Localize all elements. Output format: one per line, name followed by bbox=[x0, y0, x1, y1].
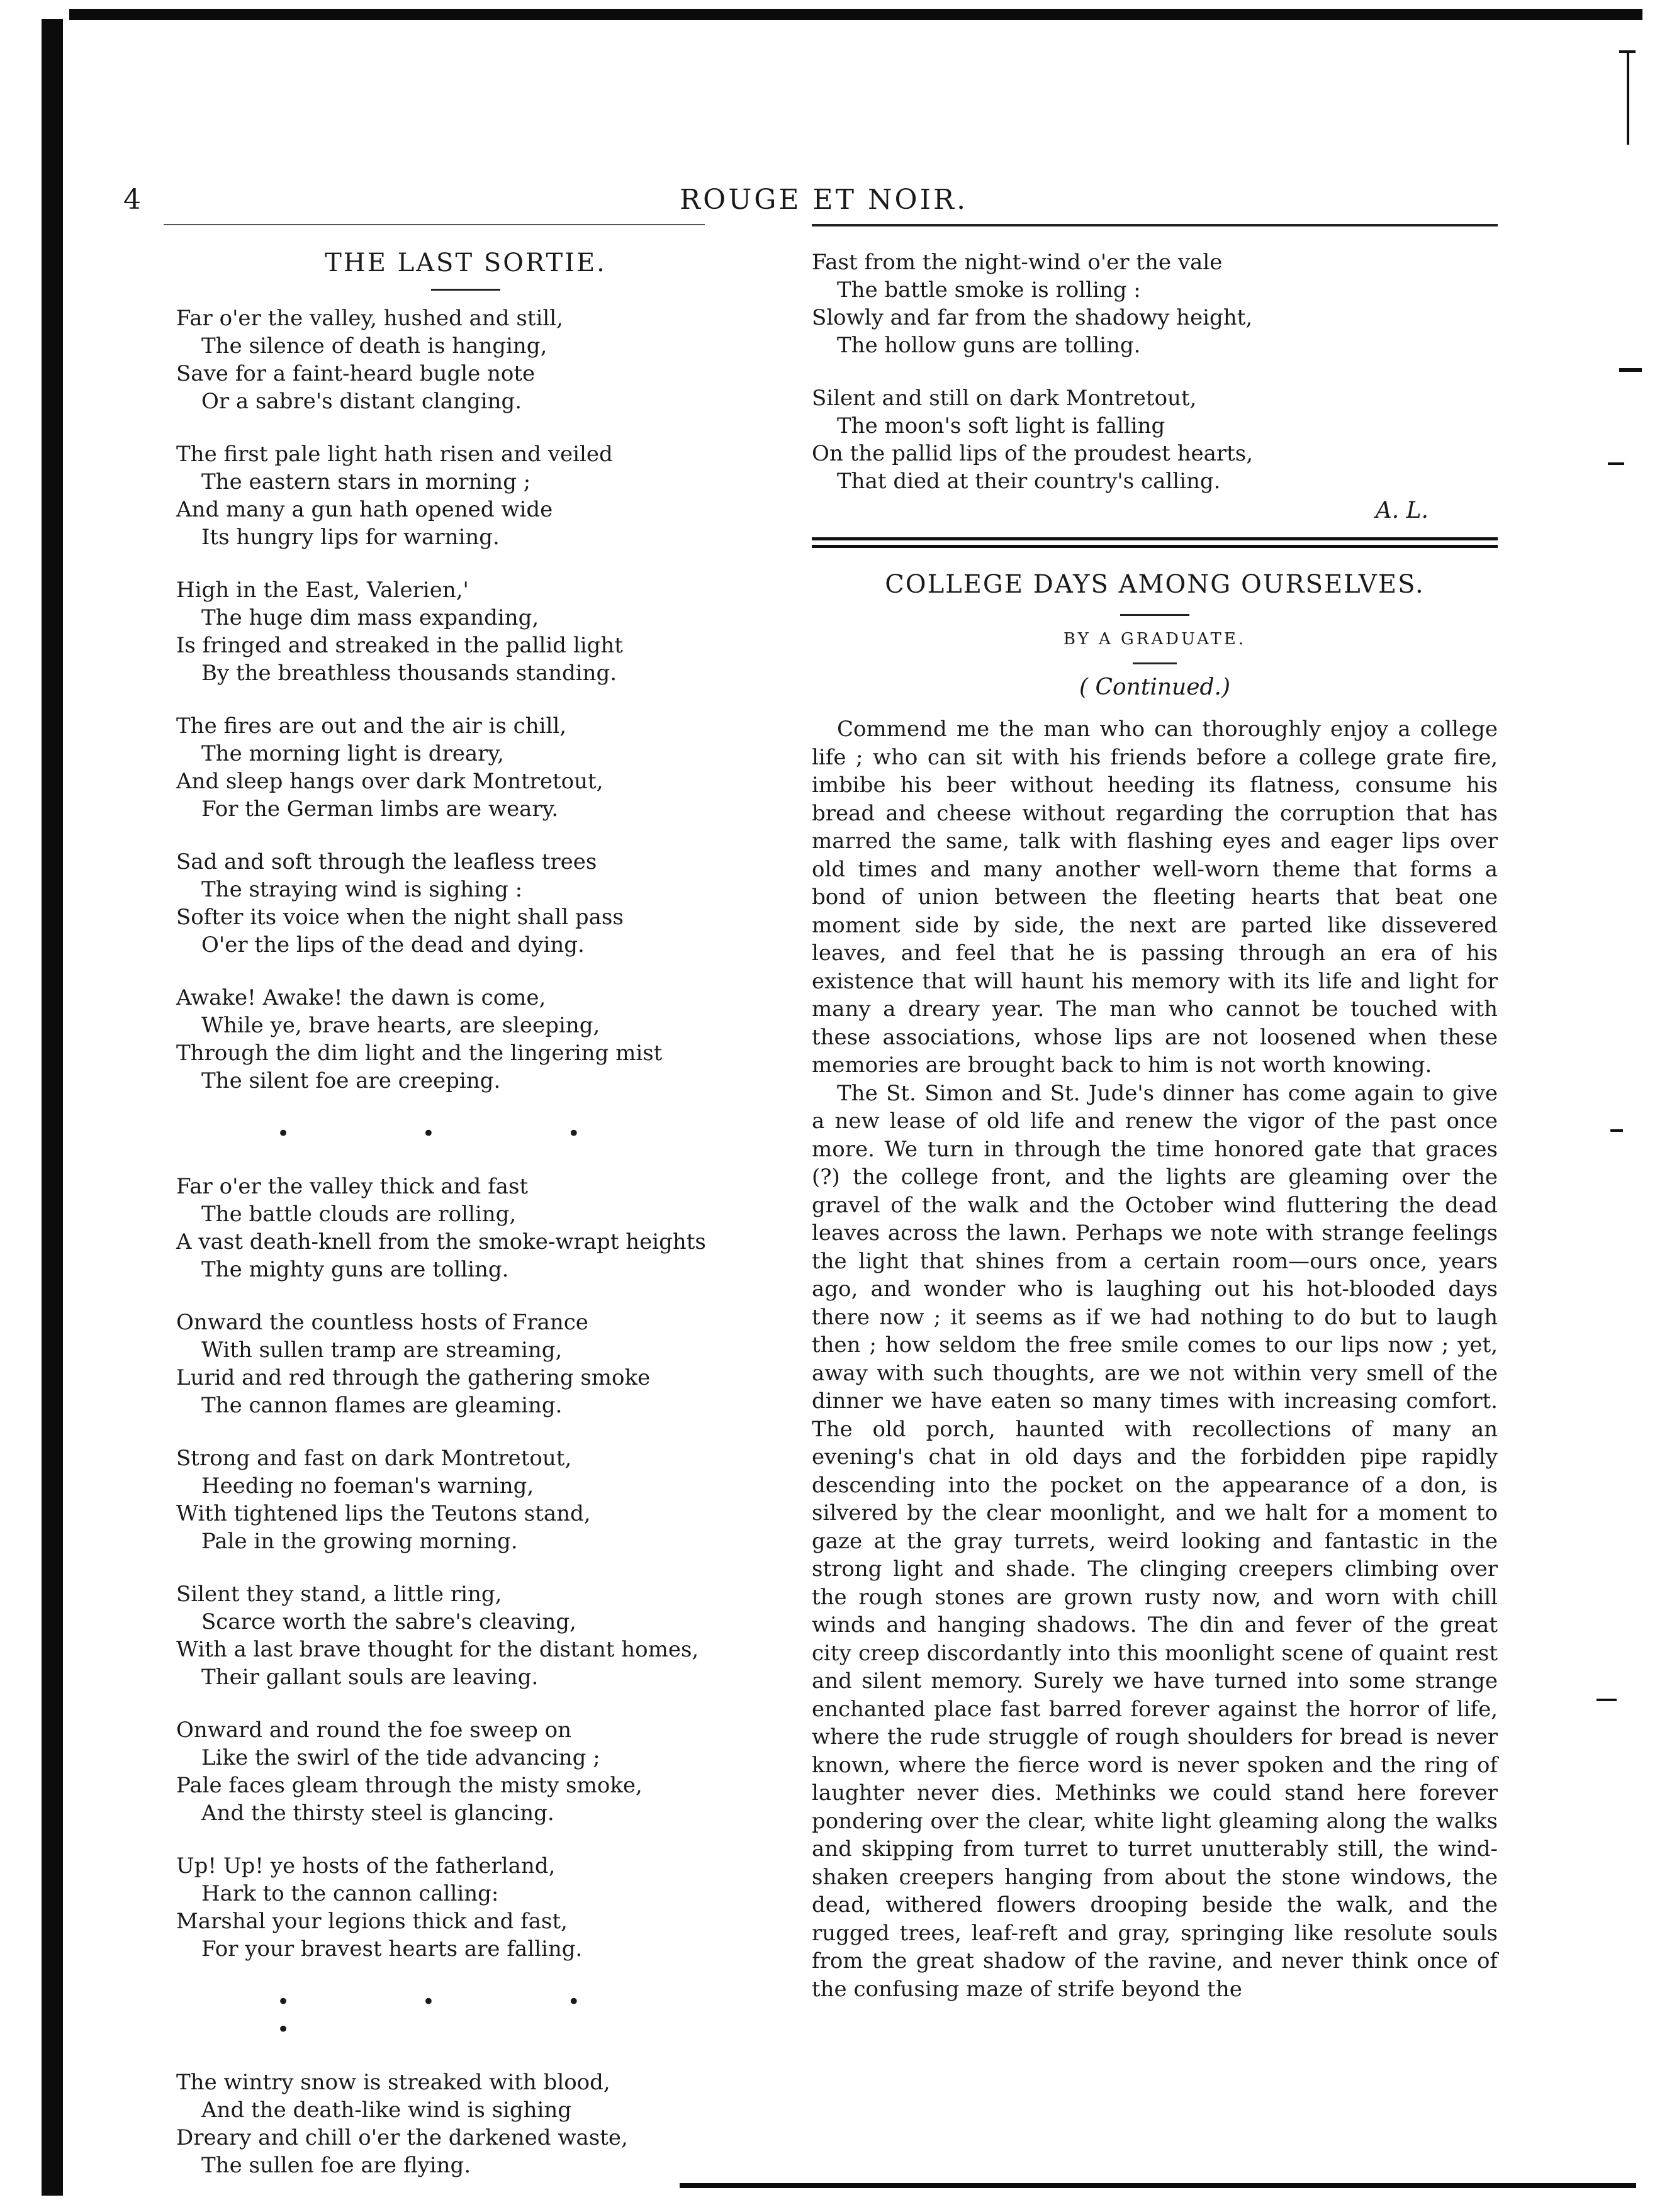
poem-line: Like the swirl of the tide advancing ; bbox=[201, 1745, 600, 1770]
section-break: • • • • bbox=[277, 1989, 643, 2042]
poem-line: Softer its voice when the night shall pass bbox=[176, 905, 624, 930]
article-byline: BY A GRADUATE. bbox=[1063, 630, 1247, 649]
poem-title: THE LAST SORTIE. bbox=[325, 249, 607, 277]
scan-mark bbox=[1608, 462, 1624, 465]
double-rule bbox=[812, 537, 1498, 551]
stanza bbox=[176, 848, 755, 959]
stanza bbox=[176, 1444, 755, 1555]
scan-mark bbox=[1610, 1129, 1623, 1132]
poem-line: Pale faces gleam through the misty smoke, bbox=[176, 1773, 643, 1798]
poem-line: For your bravest hearts are falling. bbox=[201, 1936, 583, 1962]
stanza bbox=[176, 2069, 755, 2179]
poem-line: The straying wind is sighing : bbox=[201, 877, 523, 902]
poem-line: The wintry snow is streaked with blood, bbox=[176, 2070, 610, 2095]
poem-line: The fires are out and the air is chill, bbox=[176, 713, 567, 739]
poem-line: And many a gun hath opened wide bbox=[176, 497, 553, 522]
poem-line: Sad and soft through the leafless trees bbox=[176, 849, 597, 874]
poem-line: The eastern stars in morning ; bbox=[201, 469, 531, 494]
page-border-left bbox=[42, 19, 63, 2196]
title-rule bbox=[1120, 614, 1189, 616]
stanza bbox=[176, 712, 755, 823]
poem-line: Or a sabre's distant clanging. bbox=[201, 389, 522, 414]
page-number: 4 bbox=[123, 184, 141, 216]
page-border-top bbox=[69, 9, 1642, 20]
byline-rule bbox=[1133, 662, 1177, 664]
poem-line: That died at their country's calling. bbox=[837, 469, 1221, 494]
poem-line: Far o'er the valley, hushed and still, bbox=[176, 306, 563, 331]
poem-line: The huge dim mass expanding, bbox=[201, 605, 539, 630]
poem-line: Silent they stand, a little ring, bbox=[176, 1582, 502, 1607]
stanza bbox=[176, 1852, 755, 1963]
poem-line: Slowly and far from the shadowy height, bbox=[812, 305, 1253, 330]
poem-line: And the death-like wind is sighing bbox=[201, 2097, 572, 2123]
stanza bbox=[176, 576, 755, 687]
stanza bbox=[176, 1309, 755, 1419]
article-title: COLLEGE DAYS AMONG OURSELVES. bbox=[885, 570, 1425, 599]
poem-line: The sullen foe are flying. bbox=[201, 2153, 471, 2178]
poem-line: The moon's soft light is falling bbox=[837, 413, 1165, 438]
poem-line: High in the East, Valerien,' bbox=[176, 578, 469, 603]
poem-line: The cannon flames are gleaming. bbox=[201, 1393, 563, 1418]
poem-line: While ye, brave hearts, are sleeping, bbox=[201, 1013, 600, 1038]
title-rule bbox=[431, 289, 500, 291]
article-paragraph: Commend me the man who can thoroughly enjoy a college life ; who can sit with his friends before a college grate fire, imbibe his beer without heeding its flatness, consume his bread and cheese without regarding the corruption that has marred the same, talk with flashing eyes and eager lips over old times and many another well-worn theme that forms a bond of union between the fleeting hearts that beat one moment side by side, the next are parted like dissevered leaves, and feel that he is passing through an era of his existence that will haunt his memory with its life and light for many a dreary year. The man who cannot be touched with these associations, whose lips are not loosened when these memories are brought back to him is not worth knowing. bbox=[812, 717, 1498, 1078]
poem-column bbox=[176, 249, 755, 2204]
stanza bbox=[176, 1580, 755, 1691]
poem-line: Their gallant souls are leaving. bbox=[201, 1665, 539, 1690]
scan-mark bbox=[1597, 1699, 1617, 1701]
page-border-bottom bbox=[680, 2183, 1636, 2188]
poem-line: With tightened lips the Teutons stand, bbox=[176, 1501, 591, 1526]
poem-line: The mighty guns are tolling. bbox=[201, 1257, 509, 1282]
poem-line: Awake! Awake! the dawn is come, bbox=[176, 985, 546, 1010]
poem-line: The silence of death is hanging, bbox=[201, 333, 547, 359]
poem-line: Is fringed and streaked in the pallid light bbox=[176, 633, 623, 658]
poem-line: And sleep hangs over dark Montretout, bbox=[176, 769, 603, 794]
poem-line: Save for a faint-heard bugle note bbox=[176, 361, 536, 386]
scan-mark bbox=[1627, 50, 1629, 145]
poem-line: Up! Up! ye hosts of the fatherland, bbox=[176, 1853, 556, 1879]
poem-line: On the pallid lips of the proudest hearts, bbox=[812, 441, 1254, 466]
stanza bbox=[176, 304, 755, 415]
stanza bbox=[176, 1173, 755, 1283]
poem-line: Hark to the cannon calling: bbox=[201, 1881, 499, 1906]
stanza bbox=[812, 249, 1498, 359]
scan-mark bbox=[1619, 368, 1642, 372]
article-paragraph: The St. Simon and St. Jude's dinner has come again to give a new lease of old life and renew the vigor of the past once more. We turn in through the time honored gate that graces (?) the college front, and the lights are gleaming over the gravel of the walk and the October wind fluttering the dead leaves across the lawn. Perhaps we note with strange feelings the light that shines from a certain room—ours once, years ago, and wonder who is laughing out his hot-blooded days there now ; it seems as if we had nothing to do but to laugh then ; how seldom the free smile comes to our lips now ; yet, away with such thoughts, are we not within very smell of the dinner we have eaten so many times with increasing comfort. The old porch, haunted with recollections of many an evening's chat in old days and the forbidden pipe rapidly descending into the pocket on the appearance of a don, is silvered by the clear moonlight, and we halt for a moment to gaze at the gray turrets, weird looking and fantastic in the strong light and shade. The clinging creepers climbing over the rough stones are grown rusty now, and worn with chill winds and hanging shadows. The din and fever of the great city creep discordantly into this moonlight scene of quaint rest and silent memory. Surely we have turned into some strange enchanted place fast barred forever against the horror of life, where the rude struggle of rough shoulders for bread is never known, where the fierce word is never spoken and the ring of laughter never dies. Methinks we could stand here forever pondering over the clear, white light gleaming along the walks and skipping from turret to turret unutterably still, the wind-shaken creepers hanging from about the stone windows, the dead, withered flowers drooping beside the walk, and the rugged trees, leaf-reft and gray, springing like resolute souls from the great shadow of the ravine, and never think once of the confusing maze of strife beyond the bbox=[812, 1080, 1498, 2002]
poem-line: The morning light is dreary, bbox=[201, 741, 504, 766]
poem-line: Onward the countless hosts of France bbox=[176, 1310, 588, 1335]
poem-line: Marshal your legions thick and fast, bbox=[176, 1909, 568, 1934]
poem-line: Far o'er the valley thick and fast bbox=[176, 1174, 529, 1199]
poem-line: The silent foe are creeping. bbox=[201, 1068, 501, 1093]
continued-note: ( Continued.) bbox=[1079, 674, 1231, 700]
poem-line: By the breathless thousands standing. bbox=[201, 661, 617, 686]
poem-line: Its hungry lips for warning. bbox=[201, 525, 500, 550]
poem-signature: A. L. bbox=[1375, 498, 1428, 523]
poem-line: For the German limbs are weary. bbox=[201, 796, 559, 822]
right-column bbox=[812, 249, 1498, 2003]
header-rule-right bbox=[812, 224, 1498, 226]
poem-line: The battle clouds are rolling, bbox=[201, 1202, 517, 1227]
poem-line: With sullen tramp are streaming, bbox=[201, 1338, 563, 1363]
poem-line: The battle smoke is rolling : bbox=[837, 277, 1141, 303]
poem-line: Fast from the night-wind o'er the vale bbox=[812, 250, 1223, 275]
poem-line: Pale in the growing morning. bbox=[201, 1529, 518, 1554]
poem-line: Heeding no foeman's warning, bbox=[201, 1473, 534, 1499]
poem-line: Dreary and chill o'er the darkened waste, bbox=[176, 2125, 628, 2150]
poem-line: Onward and round the foe sweep on bbox=[176, 1718, 572, 1743]
poem-line: Strong and fast on dark Montretout, bbox=[176, 1446, 572, 1471]
stanza bbox=[176, 440, 755, 551]
poem-line: Through the dim light and the lingering mist bbox=[176, 1041, 663, 1066]
poem-line: And the thirsty steel is glancing. bbox=[201, 1801, 554, 1826]
stanza bbox=[176, 984, 755, 1095]
poem-line: With a last brave thought for the distant homes, bbox=[176, 1637, 699, 1662]
running-title: ROUGE ET NOIR. bbox=[680, 184, 968, 216]
header-rule-left bbox=[164, 224, 705, 225]
section-break: • • • bbox=[277, 1121, 643, 1146]
stanza bbox=[812, 384, 1498, 495]
poem-line: Silent and still on dark Montretout, bbox=[812, 386, 1197, 411]
poem-line: Lurid and red through the gathering smoke bbox=[176, 1365, 651, 1390]
stanza bbox=[176, 1716, 755, 1827]
poem-line: O'er the lips of the dead and dying. bbox=[201, 932, 585, 958]
poem-line: The first pale light hath risen and veiled bbox=[176, 442, 613, 467]
poem-line: A vast death-knell from the smoke-wrapt heights bbox=[176, 1229, 706, 1254]
poem-line: The hollow guns are tolling. bbox=[837, 333, 1141, 358]
poem-line: Scarce worth the sabre's cleaving, bbox=[201, 1609, 576, 1634]
